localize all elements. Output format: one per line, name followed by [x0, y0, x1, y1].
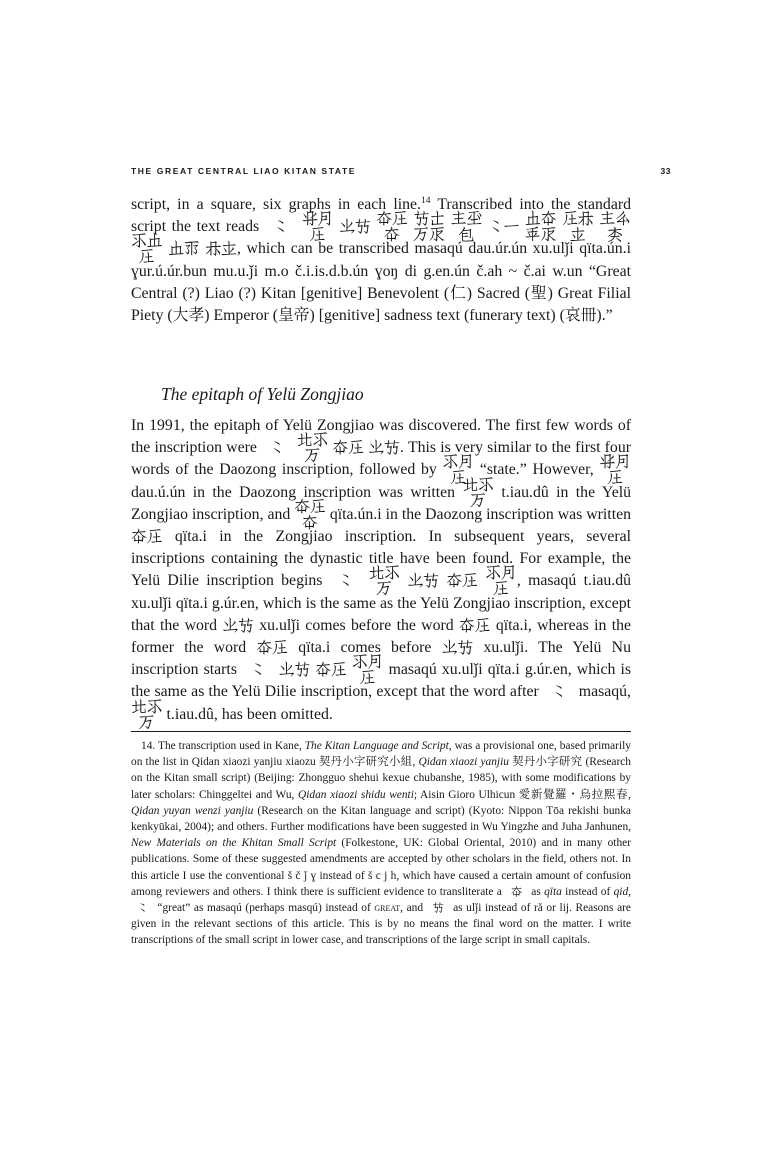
paragraph-1-text-b: Transcribed into the standard script the text reads 𘬀 𘯀𘯃𘬱 𘮨𘮊 𘭿𘬱𘭿 𘮊𘬸𘬲𘬊 𘭝𘬍𘯙 𘬀𘬁 𘯈𘭿𘯓𘬊 𘬱𘯁𘭂 𘭝𘯒𘭊 𘬇𘯈𘬱 𘯈𘬕 𘯁𘭂, which can be transcribed masaqú dau.úr.ún xu.ulǰi qïta.ún.i ɣur.ú.úr.bun mu.u.ǰi m.o č.i.is.d.b.ún ɣoŋ di g.en.ún č.ah ~ č.ai w.un “Great Central (?) Liao (?) Kitan [genitive] Benevolent (仁) Sacred (聖) Great Filial Piety (大孝) Emperor (皇帝) [genitive] sadness text (funerary text) (哀冊).” — [131, 196, 631, 325]
book-title: Qidan xiaozi shidu wenti — [298, 788, 414, 801]
footnote-14 — [131, 738, 631, 949]
footnote-text: The transcription used in Kane, — [155, 740, 305, 752]
italic-term: qid — [613, 885, 629, 898]
paragraph-text — [131, 194, 631, 327]
book-title: The Kitan Language and Script — [304, 740, 449, 752]
running-title: THE GREAT CENTRAL LIAO KITAN STATE — [131, 166, 357, 176]
running-head — [131, 166, 671, 176]
body-paragraph-2 — [131, 415, 631, 726]
paragraph-2-text: In 1991, the epitaph of Yelü Zongjiao was discovered. The first few words of the inscription were 𘬀 𘭢𘬇𘬲 𘭿𘬱 𘮨𘮊. This is very similar to the first four words of the Daozong inscription, followed by 𘬇𘯃𘬱 “state.” However, 𘯀𘯃𘬱 dau.ú.ún in the Daozong inscription was written 𘭢𘬇𘬲 t.iau.dû in the Yelü Zongjiao inscription, and 𘭿𘬱𘭿 qïta.ún.i in the Daozong inscription was written 𘭿𘬱 qïta.i in the Zongjiao inscription. In subsequent years, several inscriptions containing the dynastic title have been found. For example, the Yelü Dilie inscription begins 𘬀 𘭢𘬇𘬲 𘮨𘮊 𘭿𘬱 𘬇𘯃𘬱, masaqú t.iau.dû xu.ulǰi qïta.i g.úr.en, which is the same as the Yelü Zongjiao inscription, except that the word 𘮨𘮊 xu.ulǰi comes before the word 𘭿𘬱 qïta.i, whereas in the former the word 𘭿𘬱 qïta.i comes before 𘮨𘮊 xu.ulǰi. The Yelü Nu inscription starts 𘬀 𘮨𘮊 𘭿𘬱 𘬇𘯃𘬱 masaqú xu.ulǰi qïta.i g.úr.en, which is the same as the Yelü Dilie inscription, except that the word after 𘬀 masaqú, 𘭢𘬇𘬲 t.iau.dû, has been omitted. — [131, 417, 631, 723]
italic-term: qïta — [544, 885, 562, 898]
footnote-text: , and 𘮊 as ulǰi instead of rǎ or lij. Reasons are given in the relevant sections of this article. This is by no means the final word on the matter. I write transcriptions of the small script in lower case, and transcriptions of the large script in small capitals. — [131, 902, 631, 947]
book-title: Qidan xiaozi yanjiu — [418, 756, 509, 769]
footnote-text: (Research on the Kitan language and script) (Kyoto: Nippon Tōa rekishi bunka kenkyūkai, 2004); and others. Further modifications have been suggested in Wu Yingzhe and Juha Janhunen, — [131, 804, 631, 834]
footnote-divider — [131, 731, 631, 732]
paragraph-1-text-a: script, in a square, six graphs in each line. — [131, 196, 421, 213]
footnote-number: 14. — [141, 740, 156, 752]
footnote-text: ; Aisin Gioro Ulhicun 愛新覺羅・烏拉熙春, — [413, 788, 631, 801]
page-number: 33 — [660, 166, 671, 176]
body-paragraph-1 — [131, 194, 631, 327]
footnote-text: instead of — [561, 885, 614, 898]
footnote-text: 契丹小字研究 (Research on the Kitan small script) (Beijing: Zhongguo shehui kexue chubanshe, 1985), with some modifications by later scholars: Chinggeltei and Wu, — [131, 756, 632, 801]
footnote-text: , was a provisional one, based primarily on the list in Qidan xiaozi yanjiu xiaozu 契丹小字研究小組, — [131, 740, 632, 769]
footnote-reference[interactable]: 14 — [420, 196, 431, 206]
footnote-text: (Folkestone, UK: Global Oriental, 2010) and in many other publications. Some of these suggested amendments are accepted by other scholars in the field, others not. In this article I use the conventional š č ǰ ɣ instead of š c j h, which have caused a certain amount of confusion among reviewers and others. I think there is sufficient evidence to transliterate a 𘭿 as — [131, 837, 632, 898]
book-title: Qidan yuyan wenzi yanjiu — [131, 804, 254, 817]
footnote-text: , 𘬀 “great” as masaqú (perhaps masqú) instead of — [131, 885, 631, 915]
section-heading: The epitaph of Yelü Zongjiao — [161, 384, 364, 404]
small-caps-term: great — [374, 902, 401, 915]
book-title: New Materials on the Khitan Small Script — [131, 837, 337, 850]
